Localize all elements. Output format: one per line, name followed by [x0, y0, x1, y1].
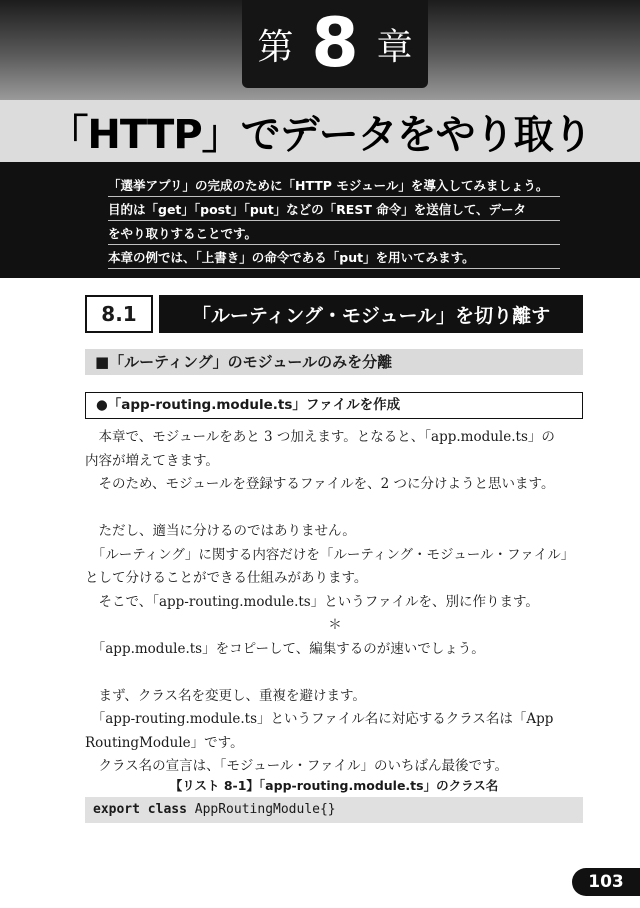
body-blank-line: [85, 497, 585, 521]
listing-caption: 【リスト 8-1】「app-routing.module.ts」のクラス名: [169, 778, 499, 793]
body-line: 本章で、モジュールをあと 3 つ加えます。となると、「app.module.ts」の: [85, 429, 555, 445]
chapter-number: 8: [311, 4, 359, 83]
intro-line: 目的は「get」「post」「put」などの「REST 命令」を送信して、データ: [108, 200, 560, 221]
subsubsection-heading: ●「app-routing.module.ts」ファイルを作成: [85, 392, 583, 419]
body-line: 「ルーティング」に関する内容だけを「ルーティング・モジュール・ファイル」: [85, 546, 575, 563]
intro-line: 本章の例では、「上書き」の命令である「put」を用いてみます。: [108, 248, 560, 269]
section-number: 8.1: [85, 295, 153, 333]
page-number: 103: [572, 868, 640, 896]
asterisk-separator: ＊: [328, 617, 342, 633]
chapter-title-band: [0, 100, 640, 162]
chapter-prefix: 第: [257, 26, 294, 68]
section-title: 「ルーティング・モジュール」を切り離す: [159, 295, 583, 333]
body-line: クラス名の宣言は、「モジュール・ファイル」のいちばん最後です。: [85, 758, 508, 774]
body-text: [85, 426, 585, 779]
chapter-label: [242, 0, 428, 88]
chapter-title: 「HTTP」でデータをやり取り: [48, 111, 592, 158]
code-block: [85, 797, 583, 823]
code-text: AppRoutingModule{}: [186, 802, 336, 817]
body-line: 内容が増えてきます。: [85, 452, 219, 469]
subsection-heading: ■「ルーティング」のモジュールのみを分離: [85, 349, 583, 375]
body-blank-line: [85, 661, 585, 685]
body-line: 「app.module.ts」をコピーして、編集するのが速いでしょう。: [85, 640, 485, 657]
code-keyword: export class: [93, 802, 187, 817]
chapter-suffix: 章: [376, 26, 413, 68]
body-line: そのため、モジュールを登録するファイルを、2 つに分けようと思います。: [85, 476, 555, 492]
intro-text: [108, 176, 560, 272]
body-line: まず、クラス名を変更し、重複を避けます。: [85, 687, 366, 704]
body-line: として分けることができる仕組みがあります。: [85, 570, 368, 586]
intro-line: をやり取りすることです。: [108, 224, 560, 245]
intro-line: 「選挙アプリ」の完成のために「HTTP モジュール」を導入してみましょう。: [108, 176, 560, 197]
body-line: RoutingModule」です。: [85, 734, 244, 751]
intro-band: [0, 162, 640, 278]
body-line: ただし、適当に分けるのではありません。: [85, 523, 356, 539]
body-line: 「app-routing.module.ts」というファイル名に対応するクラス名は「App: [85, 711, 554, 727]
body-line: そこで、「app-routing.module.ts」というファイルを、別に作ります。: [85, 593, 539, 610]
section-heading: [85, 295, 583, 333]
